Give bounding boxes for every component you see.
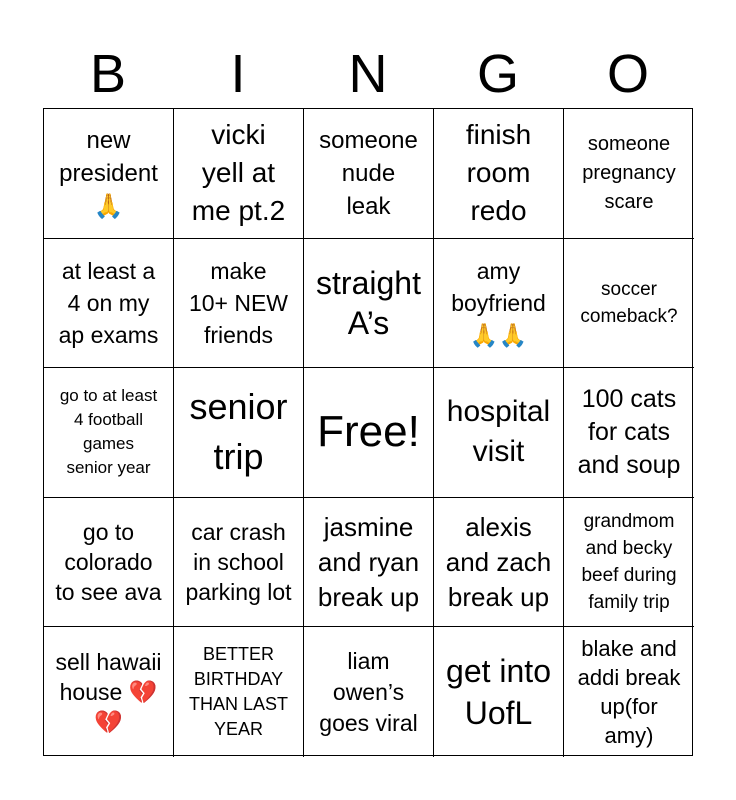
bingo-cell-text: go to colorado to see ava	[55, 519, 162, 606]
header-letter-o: O	[606, 44, 649, 104]
bingo-cell-text: amy boyfriend 🙏🙏	[451, 257, 546, 348]
bingo-cell[interactable]	[434, 498, 564, 628]
bingo-cell-text: car crash in school parking lot	[185, 519, 292, 606]
bingo-cell[interactable]	[564, 368, 694, 498]
header-letter-b: B	[89, 44, 127, 104]
bingo-cell[interactable]	[174, 109, 304, 239]
bingo-cell-text: BETTER BIRTHDAY THAN LAST YEAR	[188, 644, 289, 740]
bingo-cell[interactable]	[304, 627, 434, 757]
bingo-cell[interactable]	[564, 239, 694, 369]
header-letter-g: G	[476, 44, 519, 104]
header-letter-i: I	[230, 44, 246, 104]
bingo-cell-text: at least a 4 on my ap exams	[58, 257, 159, 348]
bingo-cell-text: grandmom and becky beef during family trip	[581, 511, 677, 614]
bingo-cell[interactable]	[564, 498, 694, 628]
bingo-cell-text: get into UofL	[446, 653, 551, 732]
bingo-cell[interactable]	[174, 498, 304, 628]
bingo-cell-text: jasmine and ryan break up	[317, 511, 420, 612]
bingo-cell-text: straight A’s	[316, 264, 421, 341]
bingo-cell[interactable]	[434, 109, 564, 239]
bingo-cell[interactable]	[564, 627, 694, 757]
bingo-header	[43, 40, 693, 108]
bingo-cell-text: make 10+ NEW friends	[188, 257, 289, 348]
bingo-cell-text: alexis and zach break up	[445, 511, 552, 612]
bingo-cell-text: go to at least 4 football games senior year	[59, 386, 158, 478]
bingo-cell[interactable]	[44, 239, 174, 369]
bingo-cell-text: hospital visit	[446, 395, 551, 469]
bingo-cell[interactable]	[44, 368, 174, 498]
bingo-cell-text: soccer comeback?	[580, 278, 678, 327]
bingo-cell-text: new president 🙏	[59, 126, 158, 220]
bingo-cell[interactable]	[174, 627, 304, 757]
bingo-cell-text: someone nude leak	[319, 126, 418, 220]
bingo-cell-text: 100 cats for cats and soup	[577, 384, 681, 479]
bingo-cell[interactable]	[304, 368, 434, 498]
bingo-cell-text: Free!	[317, 407, 420, 457]
bingo-cell-text: finish room redo	[465, 119, 532, 227]
bingo-cell-text: someone pregnancy scare	[582, 132, 676, 213]
bingo-cell[interactable]	[174, 368, 304, 498]
bingo-cell[interactable]	[174, 239, 304, 369]
bingo-cell[interactable]	[304, 498, 434, 628]
bingo-cell[interactable]	[44, 109, 174, 239]
bingo-cell-text: liam owen’s goes viral	[319, 647, 418, 736]
bingo-cell-text: vicki yell at me pt.2	[191, 119, 286, 227]
bingo-cell[interactable]	[434, 368, 564, 498]
bingo-cell-text: blake and addi break up(for amy)	[577, 636, 681, 749]
header-letter-n: N	[348, 44, 388, 104]
bingo-cell[interactable]	[434, 239, 564, 369]
bingo-cell[interactable]	[44, 498, 174, 628]
bingo-cell-text: sell hawaii house 💔 💔	[55, 649, 162, 736]
bingo-cell-text: senior trip	[189, 386, 288, 478]
bingo-board	[43, 108, 693, 756]
bingo-cell[interactable]	[304, 239, 434, 369]
bingo-cell[interactable]	[44, 627, 174, 757]
bingo-cell[interactable]	[564, 109, 694, 239]
bingo-cell[interactable]	[304, 109, 434, 239]
bingo-cell[interactable]	[434, 627, 564, 757]
